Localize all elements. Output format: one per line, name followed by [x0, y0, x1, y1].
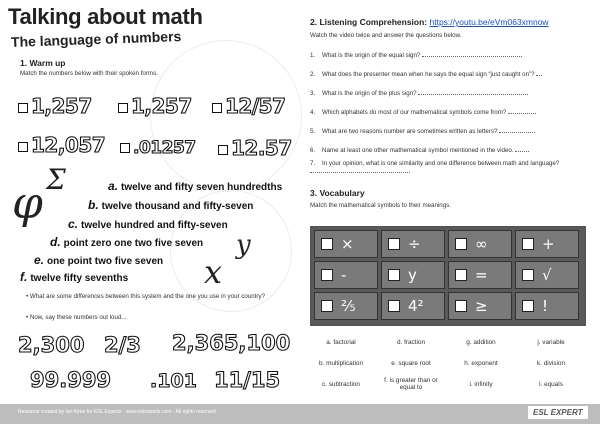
question-1: 1. What is the origin of the equal sign? — [310, 51, 580, 59]
checkbox[interactable] — [321, 269, 333, 281]
phrase-b: b. twelve thousand and fifty-seven — [88, 198, 254, 212]
checkbox[interactable] — [18, 142, 28, 152]
esl-expert-logo: ESL EXPERT — [528, 406, 588, 419]
checkbox[interactable] — [321, 300, 333, 312]
question-5: 5. What are two reasons number are sometimes written as letters? — [310, 127, 580, 135]
meaning-item: j. variable — [537, 339, 565, 346]
symbol-cell[interactable] — [448, 261, 512, 289]
number-option[interactable]: 12.57 — [218, 136, 292, 160]
number-option[interactable]: 1,257 — [118, 94, 192, 118]
checkbox[interactable] — [120, 143, 130, 153]
warmup-heading: 1. Warm up — [20, 58, 66, 68]
symbol-cell[interactable] — [515, 292, 579, 320]
meaning-item: l. equals — [539, 381, 563, 388]
x-symbol: x — [204, 253, 223, 291]
math-symbol: ⅖ — [341, 297, 356, 315]
question-3: 3. What is the origin of the plus sign? — [310, 89, 580, 97]
symbol-cell[interactable] — [448, 292, 512, 320]
math-symbol: = — [475, 266, 488, 284]
number-option[interactable]: 1,257 — [18, 94, 92, 118]
math-symbol: y — [408, 266, 417, 284]
phrase-e: e. one point two five seven — [34, 253, 164, 267]
checkbox[interactable] — [522, 300, 534, 312]
checkbox[interactable] — [388, 300, 400, 312]
math-symbol: + — [542, 235, 555, 253]
symbol-cell[interactable] — [314, 230, 378, 258]
say-number: 99.999 — [30, 368, 112, 392]
phrase-f: f. twelve fifty sevenths — [20, 270, 129, 284]
math-symbol: × — [341, 235, 354, 253]
symbol-cell[interactable] — [314, 292, 378, 320]
math-symbol: 4² — [408, 297, 424, 315]
question-6: 6. Name at least one other mathematical symbol mentioned in the video. — [310, 146, 580, 154]
meaning-item: i. infinity — [469, 381, 493, 388]
checkbox[interactable] — [388, 269, 400, 281]
meaning-item: f. is greater than or equal to — [384, 377, 438, 391]
phrase-c: c. twelve hundred and fifty-seven — [68, 217, 228, 231]
say-number: 2,300 — [18, 333, 85, 357]
phrase-a: a. twelve and fifty seven hundredths — [108, 179, 283, 193]
meaning-item: e. square root — [391, 360, 431, 367]
meaning-item: a. factorial — [326, 339, 356, 346]
y-exponent-symbol: y — [236, 230, 251, 260]
checkbox[interactable] — [522, 238, 534, 250]
page-subtitle: The language of numbers — [10, 28, 182, 50]
math-symbol: ≥ — [475, 297, 488, 315]
checkbox[interactable] — [455, 238, 467, 250]
phrase-d: d. point zero one two five seven — [50, 235, 204, 249]
say-number: 2/3 — [104, 333, 141, 357]
checkbox[interactable] — [18, 103, 28, 113]
symbol-cell[interactable] — [314, 261, 378, 289]
math-symbol: - — [341, 266, 347, 284]
math-symbol: ∞ — [475, 235, 488, 253]
checkbox[interactable] — [455, 300, 467, 312]
meaning-item: d. fraction — [396, 339, 426, 346]
checkbox[interactable] — [321, 238, 333, 250]
number-option[interactable]: 12,057 — [18, 133, 105, 157]
symbol-cell[interactable] — [515, 261, 579, 289]
footer-credit: Resource created by Ian Kime for ESL Expertz · www.eslexpertz.com · All rights reserved — [18, 409, 216, 415]
discussion-bullet: • What are some differences between this system and the one you use in your country? — [26, 293, 266, 300]
symbol-cell[interactable] — [381, 261, 445, 289]
math-symbol: √ — [542, 266, 552, 284]
listening-instruction: Watch the video twice and answer the questions below. — [310, 32, 462, 39]
symbol-cell[interactable] — [515, 230, 579, 258]
checkbox[interactable] — [118, 103, 128, 113]
say-number: .101 — [150, 370, 197, 392]
meaning-item: b. multiplication — [318, 360, 364, 367]
question-4: 4. Which alphabets do most of our mathematical symbols come from? — [310, 108, 580, 116]
math-symbol: ÷ — [408, 235, 421, 253]
symbol-cell[interactable] — [381, 292, 445, 320]
checkbox[interactable] — [212, 103, 222, 113]
discussion-bullet: • Now, say these numbers out loud... — [26, 314, 127, 321]
checkbox[interactable] — [522, 269, 534, 281]
checkbox[interactable] — [218, 145, 228, 155]
question-7: 7. In your opinion, what is one similarity and one difference between math and language? — [310, 160, 580, 175]
checkbox[interactable] — [388, 238, 400, 250]
symbol-cell[interactable] — [381, 230, 445, 258]
warmup-instruction: Match the numbers below with their spoken forms. — [20, 70, 158, 77]
math-symbol: ! — [542, 297, 549, 315]
sigma-symbol: Σ — [46, 163, 66, 196]
meaning-item: k. division — [536, 360, 566, 367]
vocabulary-instruction: Match the mathematical symbols to their meanings. — [310, 202, 451, 209]
meaning-item: c. subtraction — [321, 381, 360, 388]
page-title: Talking about math — [8, 4, 203, 29]
question-2: 2. What does the presenter mean when he says the equal sign “just caught on”? — [310, 70, 580, 78]
number-option[interactable]: .01257 — [120, 138, 196, 158]
vocabulary-heading: 3. Vocabulary — [310, 188, 365, 198]
say-number: 2,365,100 — [172, 331, 291, 355]
meaning-item: g. addition — [466, 339, 496, 346]
listening-heading: 2. Listening Comprehension: https://youtu.be/eVm063xmnow — [310, 17, 549, 27]
symbol-cell[interactable] — [448, 230, 512, 258]
number-option[interactable]: 12/57 — [212, 94, 285, 118]
phi-symbol: φ — [12, 178, 43, 229]
meaning-item: h. exponent — [464, 360, 498, 367]
checkbox[interactable] — [455, 269, 467, 281]
video-link[interactable]: https://youtu.be/eVm063xmnow — [429, 17, 549, 27]
say-number: 11/15 — [214, 368, 281, 392]
